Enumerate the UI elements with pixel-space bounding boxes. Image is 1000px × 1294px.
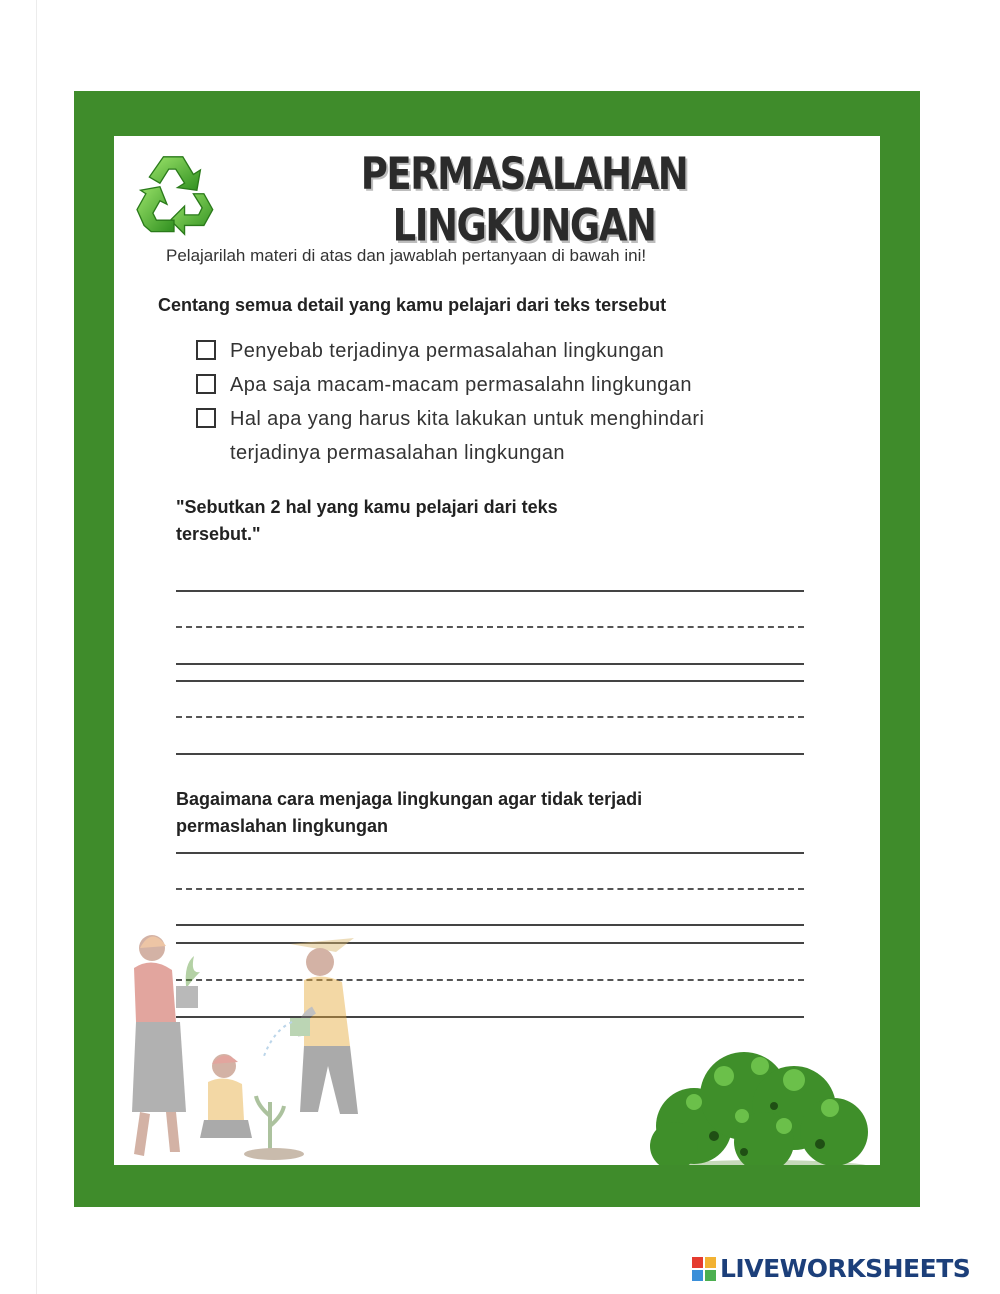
answer-line[interactable]: [176, 852, 804, 854]
checkbox[interactable]: [196, 408, 216, 428]
checklist-item[interactable]: [196, 334, 770, 368]
checklist-item-label: Penyebab terjadinya permasalahan lingkungan: [230, 340, 665, 362]
liveworksheets-logo-icon: [692, 1257, 716, 1281]
checklist-item[interactable]: [196, 402, 770, 470]
worksheet-title: PERMASALAHAN LINGKUNGAN: [360, 148, 688, 252]
checkbox[interactable]: [196, 374, 216, 394]
answer-line[interactable]: [176, 888, 804, 890]
worksheet-paper: [114, 136, 880, 1165]
page-edge-rule: [36, 0, 37, 1294]
checklist-item-label: Hal apa yang harus kita lakukan untuk menghindari terjadinya permasalahan lingkungan: [230, 408, 705, 464]
answer-line[interactable]: [176, 753, 804, 755]
question2-heading: "Sebutkan 2 hal yang kamu pelajari dari teks tersebut.": [176, 497, 558, 544]
answer-line[interactable]: [176, 590, 804, 592]
question3-heading: Bagaimana cara menjaga lingkungan agar tidak terjadi permaslahan lingkungan: [176, 789, 643, 836]
checklist-item[interactable]: [196, 368, 770, 402]
answer-line[interactable]: [176, 663, 804, 665]
answer-line[interactable]: [176, 626, 804, 628]
liveworksheets-logo[interactable]: [692, 1254, 970, 1283]
checklist-item-label: Apa saja macam-macam permasalahn lingkungan: [230, 374, 692, 396]
people-planting-illustration: [114, 926, 374, 1165]
answer-line[interactable]: [176, 716, 804, 718]
instruction-text: Pelajarilah materi di atas dan jawablah pertanyaan di bawah ini!: [166, 246, 647, 265]
question1-heading: Centang semua detail yang kamu pelajari dari teks tersebut: [158, 295, 667, 315]
answer-line[interactable]: [176, 680, 804, 682]
bush-illustration: [634, 1036, 880, 1165]
recycle-icon: [126, 148, 222, 236]
liveworksheets-logo-text: LIVEWORKSHEETS: [720, 1254, 971, 1283]
checkbox[interactable]: [196, 340, 216, 360]
